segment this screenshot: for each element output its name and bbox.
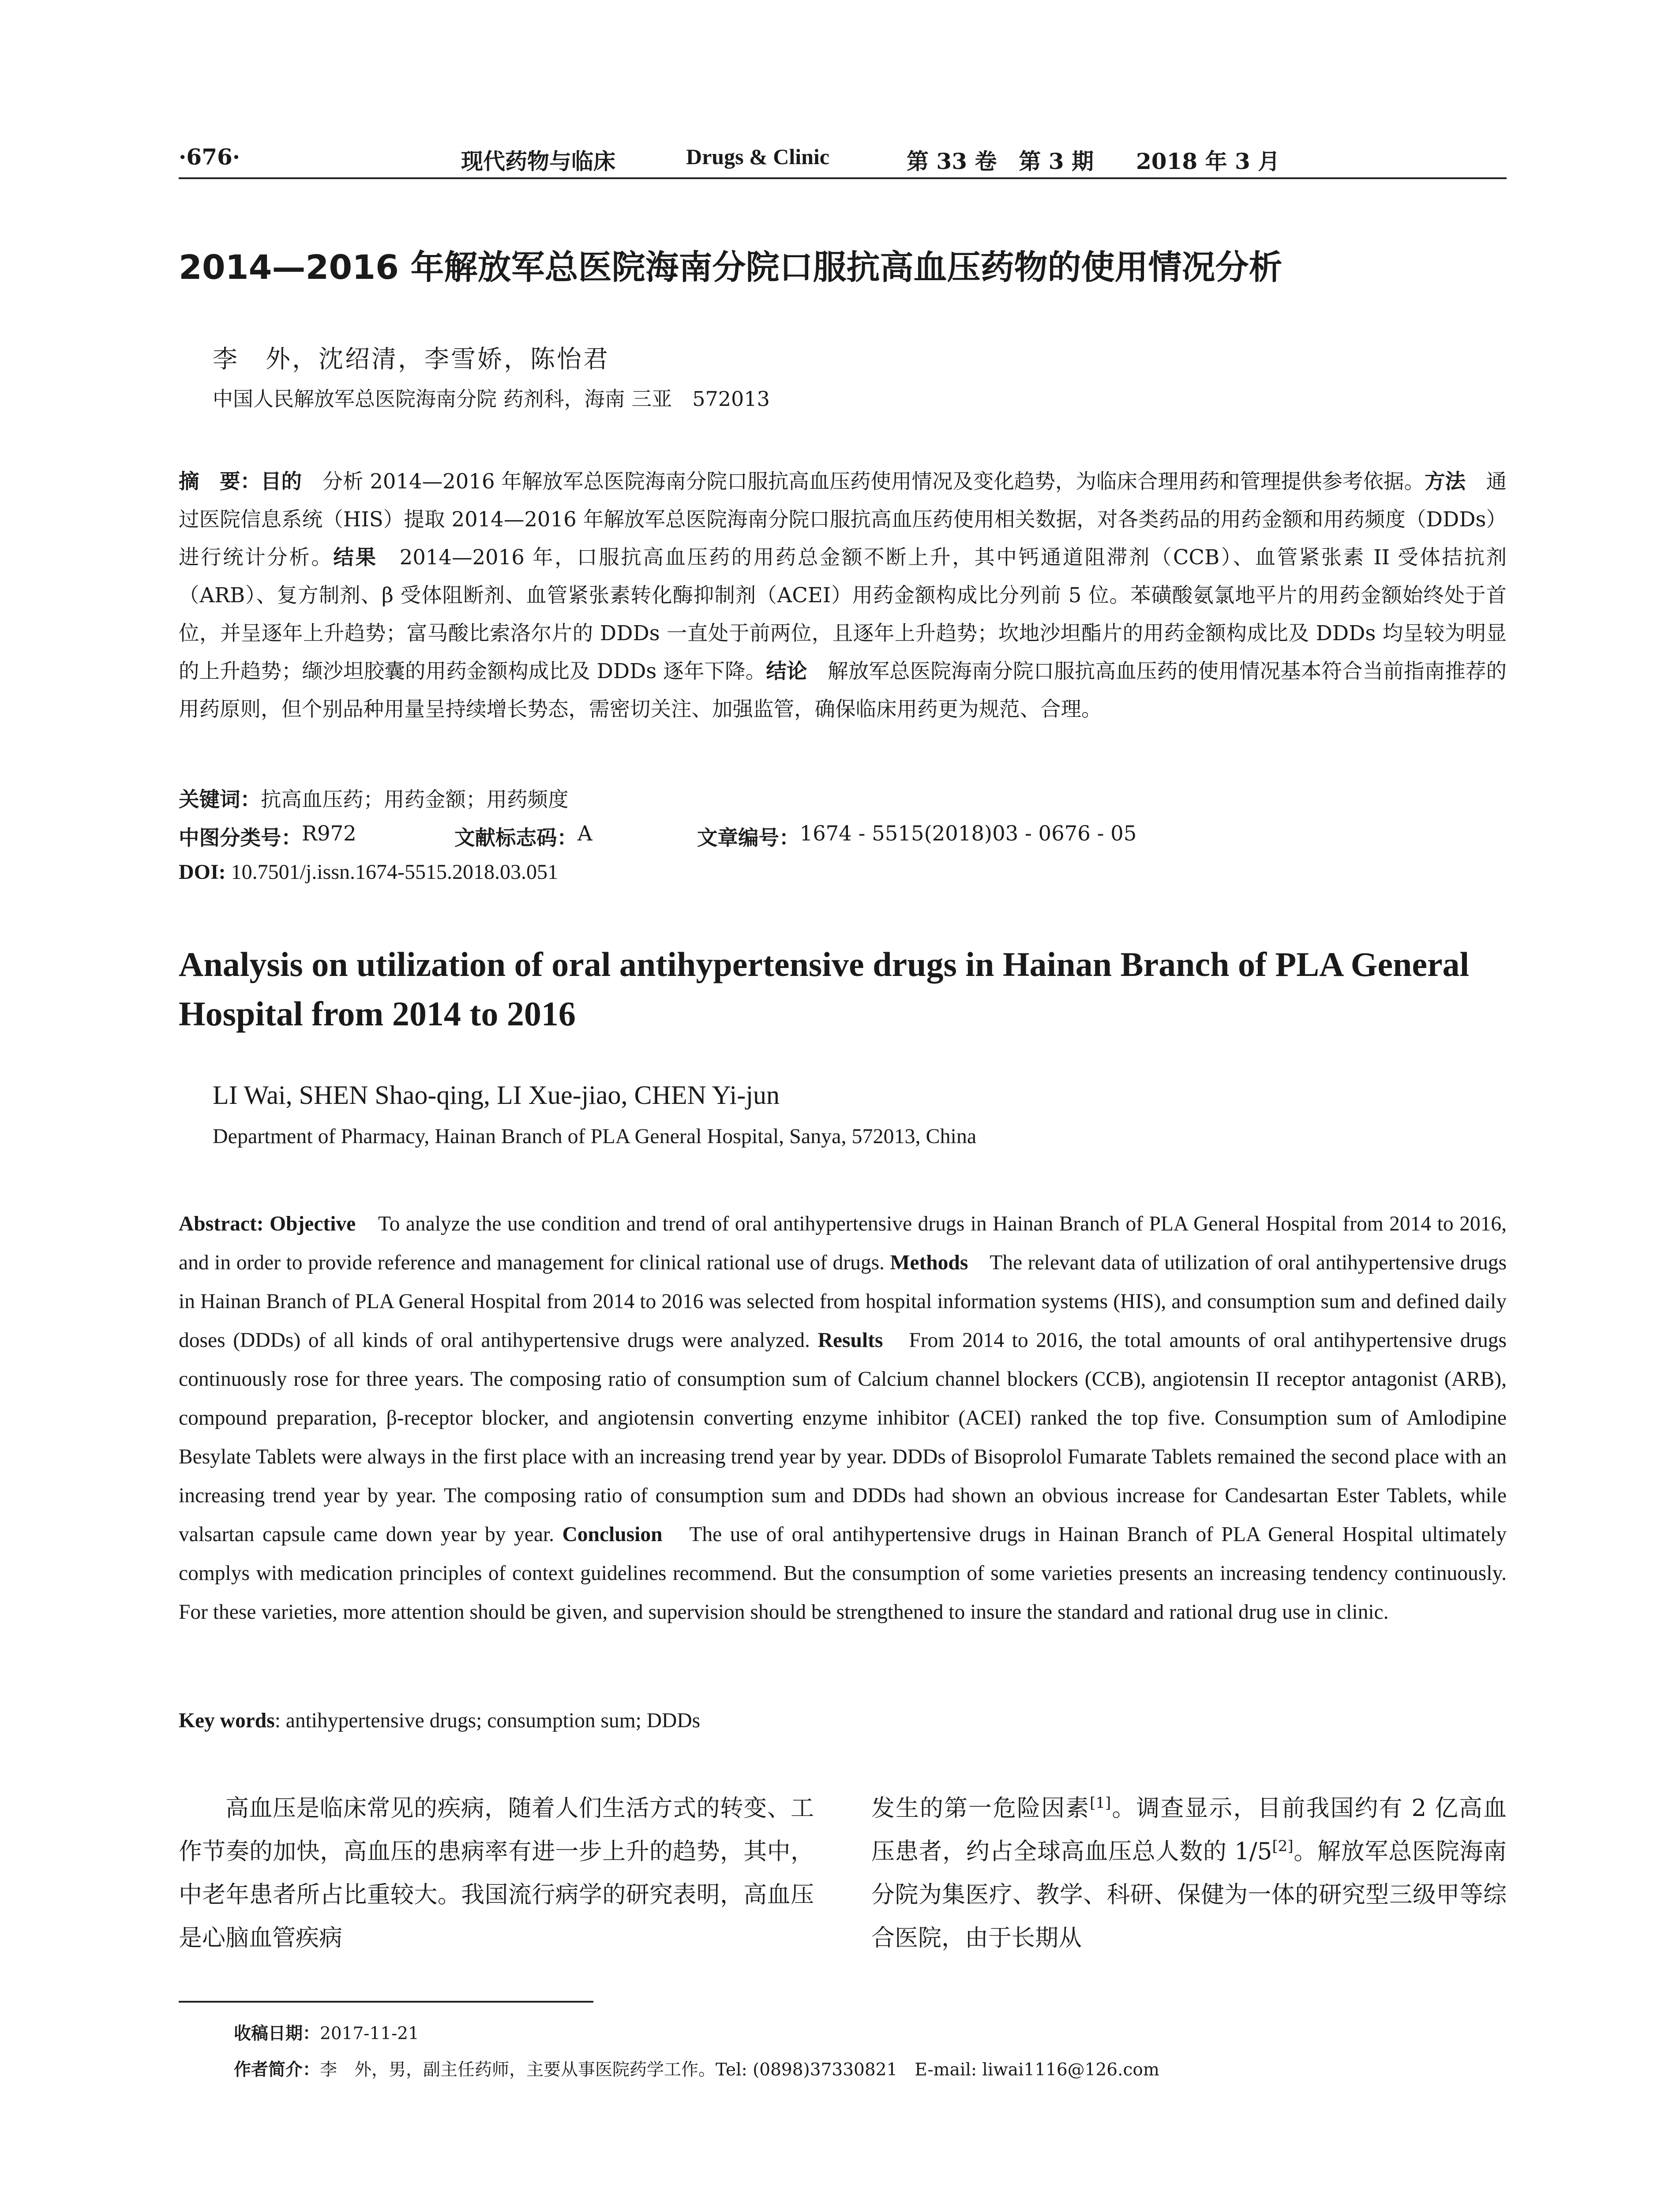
- document-code: [454, 822, 592, 851]
- reference-2[interactable]: [2]: [1272, 1837, 1294, 1855]
- affiliation-en: Department of Pharmacy, Hainan Branch of PLA General Hospital, Sanya, 572013, China: [213, 1125, 977, 1148]
- abstract-cn-conclusion-label: 结论: [766, 659, 807, 683]
- clc-number: [179, 822, 356, 851]
- journal-name-cn: 现代药物与临床: [461, 148, 615, 174]
- running-header: [179, 140, 1507, 177]
- abstract-en-conclusion-label: Conclusion: [562, 1523, 663, 1546]
- abstract-en: [179, 1204, 1507, 1632]
- authors-cn: 李 外，沈绍清，李雪娇，陈怡君: [213, 345, 610, 374]
- body-left-column: 高血压是临床常见的疾病，随着人们生活方式的转变、工作节奏的加快，高血压的患病率有进一步上升的趋势，其中，中老年患者所占比重较大。我国流行病学的研究表明，高血压是心脑血管疾病: [179, 1795, 814, 1951]
- authors-en: LI Wai, SHEN Shao-qing, LI Xue-jiao, CHEN Yi-jun: [213, 1080, 780, 1110]
- abstract-en-methods: The relevant data of utilization of oral antihypertensive drugs in Hainan Branch of PLA General Hospital from 2014 to 2016 was selected from hospital information systems (HIS), and consumption sum and defined daily doses (DDDs) of all kinds of oral antihypertensive drugs were analyzed.: [179, 1251, 1507, 1352]
- reference-1[interactable]: [1]: [1090, 1794, 1111, 1812]
- title-en: Analysis on utilization of oral antihypertensive drugs in Hainan Branch of PLA General Hospital from 2014 to 2016: [179, 945, 1470, 1033]
- body-right-part-1: 发生的第一危险因素: [871, 1795, 1090, 1822]
- doc-code-label: 文献标志码：: [454, 826, 578, 850]
- abstract-cn-label: 摘 要：: [179, 469, 261, 493]
- volume-issue: 第 33 卷 第 3 期: [907, 148, 1094, 174]
- abstract-en-results-label: Results: [818, 1329, 883, 1352]
- abstract-cn-objective-label: 目的: [261, 469, 302, 493]
- abstract-cn-methods-label: 方法: [1425, 469, 1466, 493]
- clc-value: R972: [302, 822, 356, 845]
- abstract-cn-results: 2014—2016 年，口服抗高血压药的用药总金额不断上升，其中钙通道阻滞剂（CCB）、血管紧张素 II 受体拮抗剂（ARB）、复方制剂、β 受体阻断剂、血管紧张素转化酶抑制剂（ACEI）用药金额构成比分列前 5 位。苯磺酸氨氯地平片的用药金额始终处于首位，并呈逐年上升趋势；富马酸比索洛尔片的 DDDs 一直处于前两位，且逐年上升趋势；坎地沙坦酯片的用药金额构成比及 DDDs 均呈较为明显的上升趋势；缬沙坦胶囊的用药金额构成比及 DDDs 逐年下降。: [179, 545, 1507, 683]
- footnote-received: [234, 2020, 419, 2045]
- article-no-label: 文章编号：: [697, 826, 800, 850]
- abstract-en-results: From 2014 to 2016, the total amounts of oral antihypertensive drugs continuously rose for three years. The composing ratio of consumption sum of Calcium channel blockers (CCB), angiotensin II receptor antagonist (ARB), compound preparation, β-receptor blocker, and angiotensin converting enzyme inhibitor (ACEI) ranked the top five. Consumption sum of Amlodipine Besylate Tablets were always in the first place with an increasing trend year by year. DDDs of Bisoprolol Fumarate Tablets remained the second place with an increasing trend year by year. The composing ratio of consumption sum and DDDs had shown an obvious increase for Candesartan Ester Tablets, while valsartan capsule came down year by year.: [179, 1329, 1507, 1546]
- abstract-en-objective-label: Objective: [263, 1212, 356, 1235]
- footnote-rule: [179, 2001, 593, 2003]
- title-cn: 2014—2016 年解放军总医院海南分院口服抗高血压药物的使用情况分析: [179, 248, 1282, 287]
- abstract-cn-conclusion: 解放军总医院海南分院口服抗高血压药的使用情况基本符合当前指南推荐的用药原则，但个别品种用量呈持续增长势态，需密切关注、加强监管，确保临床用药更为规范、合理。: [179, 659, 1507, 721]
- abstract-en-conclusion: The use of oral antihypertensive drugs in Hainan Branch of PLA General Hospital ultimately complys with medication principles of context guidelines recommend. But the consumption of some varieties presents an increasing tendency continuously. For these varieties, more attention should be given, and supervision should be strengthened to insure the standard and rational drug use in clinic.: [179, 1523, 1507, 1624]
- doi-value: 10.7501/j.issn.1674-5515.2018.03.051: [225, 860, 559, 884]
- author-bio-label: 作者简介：: [234, 2060, 320, 2080]
- body-right-column: [871, 1787, 1507, 1960]
- received-label: 收稿日期：: [234, 2024, 320, 2044]
- doc-code-value: A: [578, 822, 592, 845]
- article-number: [697, 822, 1137, 851]
- clc-label: 中图分类号：: [179, 826, 302, 850]
- abstract-en-label: Abstract:: [179, 1212, 264, 1235]
- keywords-cn-value: 抗高血压药；用药金额；用药频度: [261, 788, 569, 811]
- keywords-en-value: : antihypertensive drugs; consumption sum; DDDs: [274, 1709, 701, 1732]
- author-bio-value: 李 外，男，副主任药师，主要从事医院药学工作。Tel: (0898)37330821 E-mail: liwai1116@126.com: [320, 2060, 1159, 2080]
- doi-line: [179, 860, 1507, 884]
- abstract-cn-methods: 通过医院信息系统（HIS）提取 2014—2016 年解放军总医院海南分院口服抗高血压药使用相关数据，对各类药品的用药金额和用药频度（DDDs）进行统计分析。: [179, 469, 1507, 569]
- keywords-cn-label: 关键词：: [179, 788, 261, 811]
- affiliation-cn: 中国人民解放军总医院海南分院 药剂科，海南 三亚 572013: [213, 387, 770, 411]
- keywords-cn: [179, 783, 1507, 813]
- journal-name-en: Drugs & Clinic: [686, 144, 829, 169]
- doi-label: DOI:: [179, 860, 226, 884]
- keywords-en-label: Key words: [179, 1709, 275, 1732]
- body-right-part-3: 。解放军总医院海南分院为集医疗、教学、科研、保健为一体的研究型三级甲等综合医院，由于长期从: [871, 1838, 1507, 1951]
- abstract-en-methods-label: Methods: [890, 1251, 968, 1274]
- article-no-value: 1674 - 5515(2018)03 - 0676 - 05: [799, 822, 1137, 845]
- abstract-cn: [179, 462, 1507, 728]
- footnote-author: [234, 2056, 1159, 2081]
- abstract-cn-results-label: 结果: [333, 545, 378, 569]
- issue-date: 2018 年 3 月: [1136, 148, 1280, 174]
- body-right-part-2: 。调查显示，目前我国约有 2 亿高血压患者，约占全球高血压总人数的 1/5: [871, 1795, 1507, 1865]
- keywords-en: [179, 1709, 700, 1733]
- header-rule: [179, 177, 1507, 179]
- page-number: ·676·: [179, 144, 240, 170]
- abstract-en-objective: To analyze the use condition and trend of oral antihypertensive drugs in Hainan Branch of PLA General Hospital from 2014 to 2016, and in order to provide reference and management for clinical rational use of drugs.: [179, 1212, 1507, 1274]
- abstract-cn-objective: 分析 2014—2016 年解放军总医院海南分院口服抗高血压药使用情况及变化趋势，为临床合理用药和管理提供参考依据。: [302, 469, 1425, 493]
- received-value: 2017-11-21: [320, 2024, 419, 2044]
